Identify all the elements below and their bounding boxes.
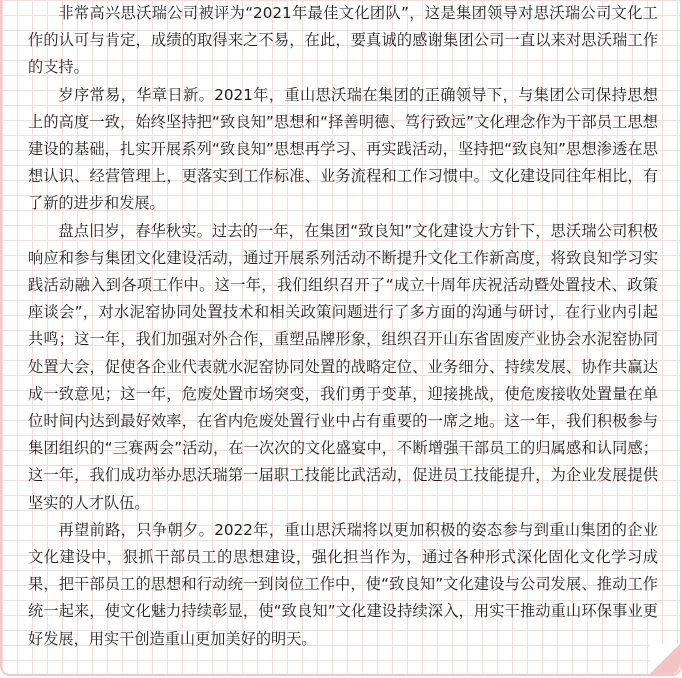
paragraph-2021-review: 岁序常易，华章日新。2021年，重山思沃瑞在集团的正确领导下，与集团公司保持思想上的高度一致，始终坚持把“致良知”思想和“择善明德、笃行致远”文化理念作为干部员工思想建设的基础，扎实开展系列“致良知”思想再学习、再实践活动，坚持把“致良知”思想渗透在思想认识、经营管理上，更落实到工作标准、业务流程和工作习惯中。文化建设同往年相比，有了新的进步和发展。 [28,85,658,213]
article-body [28,0,658,653]
paragraph-intro: 非常高兴思沃瑞公司被评为“2021年最佳文化团队”，这是集团领导对思沃瑞公司文化工作的认可与肯定，成绩的取得来之不易，在此，要真诚的感谢集团公司一直以来对思沃瑞工作的支持。 [28,4,658,77]
paragraph-year-summary: 盘点旧岁，春华秋实。过去的一年，在集团“致良知”文化建设大方针下，思沃瑞公司积极响应和参与集团文化建设活动，通过开展系列活动不断提升文化工作新高度，将致良知学习实践活动融入到各项工作中。这一年，我们组织召开了“成立十周年庆祝活动暨处置技术、政策座谈会”，对水泥窑协同处置技术和相关政策问题进行了多方面的沟通与研讨，在行业内引起共鸣；这一年，我们加强对外合作，重塑品牌形象，组织召开山东省固废产业协会水泥窑协同处置大会，促使各企业代表就水泥窑协同处置的战略定位、业务细分、持续发展、协作共赢达成一致意见；这一年，危废处置市场突变，我们勇于变革，迎接挑战，使危废接收处置量在单位时间内达到最好效率，在省内危废处置行业中占有重要的一席之地。这一年，我们积极参与集团组织的“三赛两会”活动，在一次次的文化盛宴中，不断增强干部员工的归属感和认同感；这一年，我们成功举办思沃瑞第一届职工技能比武活动，促进员工技能提升，为企业发展提供坚实的人才队伍。 [28,221,658,512]
paragraph-2022-outlook: 再望前路，只争朝夕。2022年，重山思沃瑞将以更加积极的姿态参与到重山集团的企业文化建设中，狠抓干部员工的思想建设，强化担当作为，通过各种形式深化固化文化学习成果，把干部员工的思想和行动统一到岗位工作中，使“致良知”文化建设与公司发展、推动工作统一起来，使文化魅力持续彰显，使“致良知”文化建设持续深入，用实干推动重山环保事业更好发展，用实干创造重山更加美好的明天。 [28,520,658,648]
page-corner-fold-icon [650,644,680,674]
